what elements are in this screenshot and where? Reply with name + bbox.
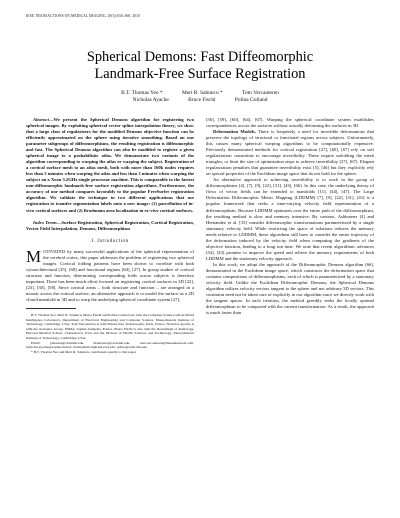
author-row-2	[26, 97, 374, 104]
footnote-affiliations: B.T. Thomas Yeo, Mert R. Sabuncu, Bruce Fischl and Polina Golland are with the Computer Science and Artificial Intelligence Laboratory, Department of Electrical Engineering and Computer Science, Massachusetts Institute of Technology, Cambridge, USA. Tom Vercauteren is with Mauna Kea Technologies, Paris, France. Nicholas Ayache is with the Asclepios Group, INRIA, Sophia Antipolis, France. Bruce Fischl is also with the Department of Radiology, Harvard Medical School, Charlestown, USA and the Divison of Health Sciences and Technology, Massachusetts Institute of Technology, Cambridge, USA.	[26, 313, 194, 340]
footnote-emails: Email: ythomas@csail.mit.edu, msabuncu@csail.mit.edu, tom.vercauteren@maunakeatech.com, nicholas.ayache@sophia.inria.fr, fischl@nmr.mgh.harvard.edu, polina@csail.mit.edu	[26, 340, 194, 350]
body-paragraph: [56], [59], [60], [64], [67]. Warping the spherical coordinate system establishes correspondences across the surfaces without actually deforming the surfaces in 3D.	[206, 116, 374, 128]
section-heading: I. Introduction	[91, 238, 129, 244]
title-line-2: Landmark-Free Surface Registration	[94, 66, 306, 82]
author-name: B.T. Thomas Yeo *	[121, 90, 163, 96]
abstract-text: —We present the Spherical Demons algorithm for registering two spherical images. By exploiting spherical vector spline interpolation theory, we show that a large class of regularizers for the modified Demons objective function can be efficiently approximated on the sphere using iterative smoothing. Based on one parameter subgroups of diffeomorphisms, the resulting registration is diffeomorphic and fast. The Spherical Demons algorithm can also be modified to register a given spherical image to a probabilistic atlas. We demonstrate two variants of the algorithm corresponding to warping the atlas or warping the subject. Registration of a cortical surface mesh to an atlas mesh, both with more than 160k nodes requires less than 5 minutes when warping the atlas and less than 3 minutes when warping the subject on a Xeon 3.2GHz single processor machine. This is comparable to the fastest non-diffeomorphic landmark-free surface registration algorithms. Furthermore, the accuracy of our method compares favorably to the popular FreeSurfer registration algorithm. We validate the technique in two different applications that use registration to transfer segmentation labels onto a new image: (1) parcellation of in-vivo cortical surfaces and (2) Brodmann area localization in ex-vivo cortical surfaces.	[26, 116, 194, 213]
footnote-equal-contribution: * B.T. Thomas Yeo and Mert R. Sabuncu contributed equally to this paper	[31, 350, 137, 355]
body-paragraph: An alternative approach to achieving invertibility is to work in the group of diffeomorphisms [4], [7], [9], [22], [31], [43], [66]. In this case, the underlying theory of flows of vector fields can be extended to manifolds [11], [44], [47]. The Large Deformation Diffeomorphic Metric Mapping (LDDMM) [7], [9], [22], [31], [43] is a popular framework that seeks a time-varying velocity field representation of a diffeomorphism. Because LDDMM optimizes over the entire path of the diffeomorphism, the resulting method is slow and memory intensive. By contrast, Ashburner [4] and Hernandez et al. [33] consider diffeomorphic transformations parameterized by a single stationary velocity field. While restricting the space of solutions reduces the memory needs relative to LDDMM, these algorithms still have to consider the entire trajectory of the deformation induced by the velocity field when computing the gradients of the objective function, leading to a long run time. We note that recent algorithmic advances [54], [43] promise to improve the speed and relieve the memory requirements of both LDDMM and the stationary velocity approach.	[206, 177, 374, 261]
author-row-1	[26, 90, 374, 97]
running-head: IEEE TRANSACTIONS ON MEDICAL IMAGING, 29(3):650–668, 2010	[26, 14, 140, 18]
body-paragraph	[206, 129, 374, 177]
footnote-rule	[26, 308, 76, 309]
author-name: Mert R. Sabuncu *	[181, 90, 223, 96]
author-name: Bruce Fischl	[188, 97, 216, 104]
author-list	[26, 90, 374, 105]
paper-title	[26, 49, 374, 83]
index-terms-text: —Surface Registration, Spherical Registration, Cortical Registration, Vector Field Interpolation, Demons, Diffeomorphism	[26, 219, 194, 231]
paragraph-text: There is frequently a need for invertible deformations that preserve the topology of structural or functional regions across subjects. Unfortunately, this causes many spherical warping algorithms to be computationally expensive. Previously demonstrated methods for cortical registration [27], [60], [67] rely on soft regularization constraints to encourage invertibility. These require unfolding the mesh triangles, or limit the size of optimization steps to achieve invertibility [27], [67]. Elegant regularization penalties that guarantee invertibility exist [5], [46] but they explicitly rely on special properties of the Euclidean image space that do not hold for the sphere.	[206, 128, 375, 177]
author-name: Polina Golland	[234, 97, 268, 104]
footnote	[26, 313, 194, 355]
body-paragraph: In this work, we adopt the approach of the Diffeomorphic Demons algorithm [66], demonstrated in the Euclidean image space, which constructs the deformation space that contains compositions of diffeomorphisms, each of which is parameterized by a stationary velocity field. Unlike the Euclidean Diffeomorphic Demons, the Spherical Demons algorithm utilizes velocity vectors tangent to the sphere and not arbitrary 3D vectors. This constraint need not be taken care of explicitly in our algorithm since we directly work with the tangent spaces. In each iteration, the method greedily seeks the locally optimal diffeomorphism to be composed with the current transformation. As a result, the approach is much faster than	[206, 261, 374, 316]
left-column	[26, 117, 194, 355]
two-column-body	[26, 117, 374, 355]
abstract	[26, 117, 194, 214]
intro-paragraph	[26, 246, 194, 303]
abstract-label: Abstract	[33, 116, 49, 122]
author-name: Nicholas Ayache	[132, 97, 169, 104]
index-terms	[26, 220, 194, 232]
drop-cap: M	[26, 246, 42, 266]
title-line-1: Spherical Demons: Fast Diffeomorphic	[86, 49, 314, 65]
author-name: Tom Vercauteren	[242, 90, 279, 96]
intro-text: OTIVATED by many successful applications of the spherical representation of the cerebral cortex, this paper addresses the problem of registering two spherical images. Cortical folding patterns have been shown to correlate with both cytoarchitectural [25], [68] and functional regions [64], [27]. In group studies of cortical structure and function, determining corresponding folds across subjects is therefore important. There has been much effort focused on registering cortical surfaces in 3D [22], [23], [30], [58]. Since cortical areas – both structure and function – are arranged in a mosaic across the cortical surface, an alternative approach is to model the surface as a 2D closed manifold in 3D and to warp the underlying spherical coordinate system [27],	[26, 248, 194, 303]
paragraph-lead: Deformation Models.	[213, 128, 256, 134]
right-column	[206, 117, 374, 355]
index-terms-label: Index Terms	[33, 219, 57, 225]
